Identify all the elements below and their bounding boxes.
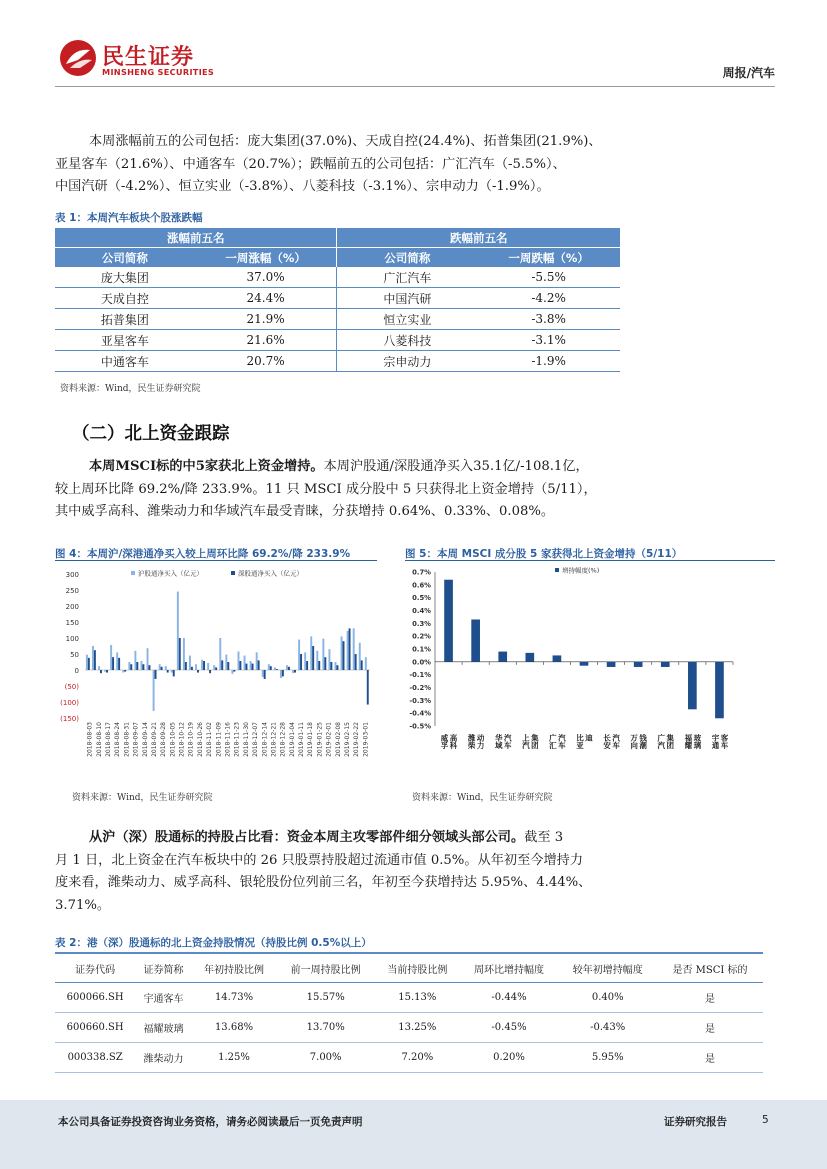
bar-shenzhen bbox=[185, 662, 187, 670]
cell: 宗申动力 bbox=[337, 351, 477, 372]
y-tick-label: (50) bbox=[64, 683, 79, 691]
cell: 20.7% bbox=[195, 351, 337, 372]
para1-line2: 亚星客车（21.6%）、中通客车（20.7%）；跌幅前五的公司包括：广汇汽车（-5.5%）、 bbox=[55, 156, 566, 172]
bar-shanghai bbox=[322, 639, 324, 670]
bar-shanghai bbox=[86, 655, 88, 670]
bar-shanghai bbox=[213, 665, 215, 670]
bar-shenzhen bbox=[221, 660, 223, 670]
bar-shenzhen bbox=[88, 658, 90, 670]
bar-shenzhen bbox=[294, 670, 296, 673]
x-tick-label: 2019-02-01 bbox=[325, 722, 333, 757]
y-tick-label: (150) bbox=[60, 715, 79, 723]
bar-msci-stock bbox=[580, 662, 589, 666]
bar-shanghai bbox=[298, 640, 300, 670]
table2-header: 较年初增持幅度 bbox=[558, 953, 657, 983]
bar-shanghai bbox=[147, 648, 149, 670]
x-tick-label: 汽车 bbox=[557, 734, 567, 749]
page-number: 5 bbox=[762, 1114, 769, 1126]
x-tick-label: 2019-02-22 bbox=[353, 722, 361, 757]
bar-shenzhen bbox=[288, 667, 290, 670]
cell: -0.43% bbox=[558, 1013, 657, 1043]
x-tick-label: 动力 bbox=[476, 734, 486, 749]
bar-shenzhen bbox=[209, 670, 211, 673]
bar-shanghai bbox=[353, 628, 355, 670]
x-tick-label: 2019-01-18 bbox=[307, 722, 315, 757]
bar-shenzhen bbox=[112, 657, 114, 670]
bar-shanghai bbox=[134, 651, 136, 670]
bar-shanghai bbox=[122, 670, 124, 673]
x-tick-label: 迪 bbox=[584, 734, 594, 742]
y-tick-label: 150 bbox=[65, 619, 79, 627]
cell: 5.95% bbox=[558, 1043, 657, 1073]
cell: 恒立实业 bbox=[337, 309, 477, 330]
x-tick-label: 广汽 bbox=[656, 734, 666, 749]
x-tick-label: 2018-10-26 bbox=[196, 722, 204, 757]
cell: 13.25% bbox=[375, 1013, 460, 1043]
fig4-chart bbox=[55, 562, 377, 784]
para3-line1-rest: 截至 3 bbox=[524, 830, 564, 845]
cell: -0.44% bbox=[460, 983, 559, 1013]
cell: 15.57% bbox=[276, 983, 375, 1013]
x-tick-label: 2018-11-09 bbox=[215, 722, 223, 757]
x-tick-label: 集团 bbox=[530, 734, 540, 749]
bar-shenzhen bbox=[173, 670, 175, 676]
bar-shenzhen bbox=[306, 661, 308, 670]
bar-shenzhen bbox=[361, 660, 363, 670]
fig5-chart bbox=[405, 562, 775, 784]
legend-label: 深股通净买入（亿元） bbox=[238, 569, 303, 578]
bar-shenzhen bbox=[100, 670, 102, 673]
para2-bold-lead: 本周MSCI标的中5家获北上资金增持。 bbox=[89, 459, 324, 474]
bar-shanghai bbox=[310, 636, 312, 670]
fig5-source: 资料来源：Wind，民生证券研究院 bbox=[412, 793, 553, 803]
x-tick-label: 2019-02-08 bbox=[334, 722, 342, 757]
bar-shenzhen bbox=[94, 650, 96, 670]
table-row bbox=[55, 309, 620, 330]
table2-header: 前一周持股比例 bbox=[276, 953, 375, 983]
cell: 21.6% bbox=[195, 330, 337, 351]
cell: 是 bbox=[657, 1043, 763, 1073]
para2-line2: 较上周环比降 69.2%/降 233.9%。11 只 MSCI 成分股中 5 只获得北上资金增持（5/11）， bbox=[55, 481, 597, 497]
x-tick-label: 玻璃 bbox=[692, 734, 702, 749]
cell: 7.00% bbox=[276, 1043, 375, 1073]
cell: -4.2% bbox=[477, 288, 620, 309]
para3-line2: 月 1 日，北上资金在汽车板块中的 26 只股票持股超过流通市值 0.5%。从年初至今增持力 bbox=[55, 852, 584, 868]
table-top-movers bbox=[55, 228, 620, 372]
table2-header: 周环比增持幅度 bbox=[460, 953, 559, 983]
cell: 福耀玻璃 bbox=[135, 1013, 191, 1043]
cell: 中国汽研 bbox=[337, 288, 477, 309]
bar-shanghai bbox=[98, 666, 100, 670]
x-tick-label: 汽车 bbox=[503, 734, 513, 749]
para3-line3: 度来看，潍柴动力、威孚高科、银轮股份位列前三名，年初至今获增持达 5.95%、4.44%、 bbox=[55, 875, 592, 890]
bar-shanghai bbox=[116, 652, 118, 670]
bar-shenzhen bbox=[276, 669, 278, 670]
bar-shanghai bbox=[92, 646, 94, 670]
cell: 庞大集团 bbox=[55, 267, 195, 288]
bar-msci-stock bbox=[498, 652, 507, 662]
bar-shenzhen bbox=[197, 670, 199, 673]
bar-shanghai bbox=[238, 651, 240, 670]
x-tick-label: 2018-08-31 bbox=[123, 722, 131, 757]
table-row bbox=[55, 288, 620, 309]
cell: 是 bbox=[657, 1013, 763, 1043]
bar-msci-stock bbox=[444, 580, 453, 662]
bar-shanghai bbox=[250, 661, 252, 670]
bar-shanghai bbox=[335, 662, 337, 670]
y-tick-label: -0.5% bbox=[409, 722, 431, 731]
bar-shanghai bbox=[274, 667, 276, 670]
cell: -0.45% bbox=[460, 1013, 559, 1043]
y-tick-label: -0.4% bbox=[409, 709, 431, 718]
bar-shenzhen bbox=[239, 661, 241, 670]
cell: 13.68% bbox=[192, 1013, 277, 1043]
bar-shanghai bbox=[110, 645, 112, 670]
footer-disclaimer: 本公司具备证券投资咨询业务资格，请务必阅读最后一页免责声明 bbox=[58, 1116, 363, 1128]
bar-shenzhen bbox=[233, 670, 235, 672]
cell: 宇通客车 bbox=[135, 983, 191, 1013]
table1-col-name-up: 公司简称 bbox=[55, 248, 195, 268]
y-tick-label: 300 bbox=[65, 571, 79, 579]
bar-shanghai bbox=[195, 664, 197, 670]
cell: 八菱科技 bbox=[337, 330, 477, 351]
bar-shanghai bbox=[225, 655, 227, 670]
bar-shenzhen bbox=[349, 628, 351, 670]
bar-msci-stock bbox=[525, 653, 534, 662]
y-tick-label: 100 bbox=[65, 635, 79, 643]
bar-shanghai bbox=[262, 670, 264, 677]
x-tick-label: 2018-10-12 bbox=[178, 722, 186, 757]
footer-report-label: 证券研究报告 bbox=[664, 1116, 727, 1128]
table2-header: 当前持股比例 bbox=[375, 953, 460, 983]
bar-shanghai bbox=[159, 664, 161, 670]
x-tick-label: 2018-09-07 bbox=[132, 722, 140, 757]
table1-col-down: 一周跌幅（%） bbox=[477, 248, 620, 268]
cell: 24.4% bbox=[195, 288, 337, 309]
bar-shanghai bbox=[316, 651, 318, 670]
bar-shenzhen bbox=[343, 641, 345, 670]
table-row bbox=[55, 330, 620, 351]
bar-shanghai bbox=[189, 656, 191, 670]
bar-shenzhen bbox=[336, 665, 338, 670]
bar-shanghai bbox=[244, 656, 246, 670]
cell: 0.40% bbox=[558, 983, 657, 1013]
x-tick-label: 万向 bbox=[629, 734, 639, 749]
y-tick-label: 250 bbox=[65, 587, 79, 595]
bar-shenzhen bbox=[179, 638, 181, 670]
table-holdings bbox=[55, 952, 763, 1073]
bar-shanghai bbox=[292, 670, 294, 673]
x-tick-label: 2018-09-21 bbox=[150, 722, 158, 757]
bar-shenzhen bbox=[264, 670, 266, 679]
x-tick-label: 上汽 bbox=[521, 734, 531, 749]
cell: 14.73% bbox=[192, 983, 277, 1013]
fig4-source: 资料来源：Wind，民生证券研究院 bbox=[72, 793, 213, 803]
legend-swatch bbox=[131, 571, 135, 575]
bar-shenzhen bbox=[330, 662, 332, 670]
table-row bbox=[55, 1013, 763, 1043]
bar-shanghai bbox=[177, 592, 179, 670]
bar-shenzhen bbox=[215, 667, 217, 670]
bar-shanghai bbox=[153, 670, 155, 711]
paragraph-top-movers bbox=[55, 131, 775, 199]
table1-col-name-down: 公司简称 bbox=[337, 248, 477, 268]
x-tick-label: 广汇 bbox=[548, 734, 558, 749]
bar-shenzhen bbox=[355, 654, 357, 670]
bar-msci-stock bbox=[607, 662, 616, 667]
bar-msci-stock bbox=[553, 655, 562, 661]
x-tick-label: 华域 bbox=[494, 734, 504, 749]
bar-shanghai bbox=[268, 664, 270, 670]
bar-shanghai bbox=[183, 638, 185, 670]
table2-header: 证券代码 bbox=[55, 953, 135, 983]
table2-header: 是否 MSCI 标的 bbox=[657, 953, 763, 983]
cell: 0.20% bbox=[460, 1043, 559, 1073]
bar-shanghai bbox=[286, 665, 288, 670]
table-row bbox=[55, 267, 620, 288]
x-tick-label: 2019-02-15 bbox=[344, 722, 352, 757]
page-footer bbox=[0, 1100, 827, 1169]
minsheng-logo-icon bbox=[58, 38, 98, 78]
table2-header: 年初持股比例 bbox=[192, 953, 277, 983]
bar-shanghai bbox=[304, 652, 306, 670]
para3-bold-lead: 从沪（深）股通标的持股占比看：资金本周主攻零部件细分领域头部公司。 bbox=[89, 830, 525, 845]
table2-header: 证券简称 bbox=[135, 953, 191, 983]
y-tick-label: 0.4% bbox=[412, 607, 431, 615]
para2-line1-rest: 本周沪股通/深股通净买入35.1亿/-108.1亿， bbox=[323, 459, 589, 474]
cell: 1.25% bbox=[192, 1043, 277, 1073]
bar-msci-stock bbox=[634, 662, 643, 667]
x-tick-label: 2018-08-10 bbox=[95, 722, 103, 757]
x-tick-label: 2018-12-21 bbox=[270, 722, 278, 757]
para1-line1: 本周涨幅前五的公司包括：庞大集团(37.0%)、天成自控(24.4%)、拓普集团(21.9%)、 bbox=[89, 134, 602, 149]
x-tick-label: 2019-01-25 bbox=[316, 722, 324, 757]
bar-shenzhen bbox=[130, 664, 132, 670]
y-tick-label: -0.2% bbox=[409, 684, 431, 692]
bar-shenzhen bbox=[318, 661, 320, 670]
y-tick-label: 0.5% bbox=[412, 594, 431, 603]
bar-shenzhen bbox=[191, 667, 193, 670]
bar-msci-stock bbox=[688, 662, 697, 709]
fig4-caption-rule bbox=[55, 560, 377, 561]
cell: -3.1% bbox=[477, 330, 620, 351]
bar-shanghai bbox=[328, 649, 330, 670]
x-tick-label: 2018-09-14 bbox=[141, 722, 149, 757]
bar-shenzhen bbox=[312, 646, 314, 670]
legend-label: 增持幅度(%) bbox=[562, 566, 600, 575]
x-tick-label: 2018-10-19 bbox=[187, 722, 195, 757]
table-row bbox=[55, 351, 620, 372]
bar-shanghai bbox=[201, 660, 203, 670]
x-tick-label: 长安 bbox=[602, 734, 612, 749]
table-row bbox=[55, 983, 763, 1013]
x-tick-label: 宇通 bbox=[710, 734, 720, 749]
logo-cn-text: 民生证券 bbox=[102, 45, 195, 70]
bar-shenzhen bbox=[142, 664, 144, 670]
legend-swatch bbox=[231, 571, 235, 575]
bar-msci-stock bbox=[715, 662, 724, 718]
bar-shenzhen bbox=[300, 654, 302, 670]
cell: 潍柴动力 bbox=[135, 1043, 191, 1073]
cell: 是 bbox=[657, 983, 763, 1013]
x-tick-label: 集团 bbox=[665, 734, 675, 749]
x-tick-label: 福耀 bbox=[683, 734, 693, 749]
bar-shenzhen bbox=[227, 662, 229, 670]
bar-shenzhen bbox=[155, 670, 157, 679]
para2-line3: 其中威孚高科、潍柴动力和华域汽车最受青睐，分获增持 0.64%、0.33%、0.08%。 bbox=[55, 504, 555, 519]
bar-shenzhen bbox=[106, 670, 108, 673]
legend-swatch bbox=[555, 568, 559, 572]
bar-shenzhen bbox=[258, 660, 260, 670]
cell: 600066.SH bbox=[55, 983, 135, 1013]
cell: 15.13% bbox=[375, 983, 460, 1013]
y-tick-label: 0.2% bbox=[412, 632, 431, 641]
cell: 拓普集团 bbox=[55, 309, 195, 330]
bar-shanghai bbox=[280, 670, 282, 678]
x-tick-label: 2019-01-11 bbox=[298, 722, 306, 757]
bar-shanghai bbox=[365, 657, 367, 670]
x-tick-label: 威孚 bbox=[440, 734, 450, 749]
x-tick-label: 2019-03-01 bbox=[362, 722, 370, 757]
bar-shanghai bbox=[359, 643, 361, 670]
table1-group-down: 跌幅前五名 bbox=[337, 228, 620, 248]
x-tick-label: 潍柴 bbox=[467, 734, 477, 749]
bar-shanghai bbox=[128, 662, 130, 670]
bar-shenzhen bbox=[161, 667, 163, 670]
cell: 亚星客车 bbox=[55, 330, 195, 351]
table-row bbox=[55, 1043, 763, 1073]
bar-shenzhen bbox=[246, 664, 248, 670]
x-tick-label: 客车 bbox=[719, 734, 729, 749]
cell: 天成自控 bbox=[55, 288, 195, 309]
table1-caption: 表 1：本周汽车板块个股涨跌幅 bbox=[55, 212, 203, 224]
table1-source: 资料来源：Wind，民生证券研究院 bbox=[60, 384, 201, 394]
fig5-caption: 图 5：本周 MSCI 成分股 5 家获得北上资金增持（5/11） bbox=[405, 548, 683, 560]
x-tick-label: 比亚 bbox=[575, 734, 585, 749]
brand-logo bbox=[56, 38, 216, 82]
cell: 21.9% bbox=[195, 309, 337, 330]
x-tick-label: 2018-12-07 bbox=[252, 722, 260, 757]
y-tick-label: 200 bbox=[65, 603, 79, 611]
x-tick-label: 2018-11-23 bbox=[233, 722, 241, 757]
paragraph-holdings bbox=[55, 827, 775, 917]
cell: -3.8% bbox=[477, 309, 620, 330]
x-tick-label: 2018-11-30 bbox=[242, 722, 250, 757]
x-tick-label: 2018-12-14 bbox=[261, 722, 269, 757]
bar-shenzhen bbox=[124, 670, 126, 672]
cell: 中通客车 bbox=[55, 351, 195, 372]
table1-col-up: 一周涨幅（%） bbox=[195, 248, 337, 268]
para1-line3: 中国汽研（-4.2%）、恒立实业（-3.8%）、八菱科技（-3.1%）、宗申动力（-1.9%）。 bbox=[55, 179, 550, 194]
header-divider bbox=[55, 86, 775, 87]
x-tick-label: 钱潮 bbox=[638, 734, 648, 749]
x-tick-label: 2018-10-05 bbox=[169, 722, 177, 757]
y-tick-label: 0.7% bbox=[412, 568, 431, 577]
bar-shenzhen bbox=[270, 666, 272, 670]
bar-shenzhen bbox=[136, 662, 138, 670]
x-tick-label: 2018-08-17 bbox=[104, 722, 112, 757]
table2-caption: 表 2：港（深）股通标的北上资金持股情况（持股比例 0.5%以上） bbox=[55, 937, 372, 949]
bar-shanghai bbox=[171, 670, 173, 673]
cell: 600660.SH bbox=[55, 1013, 135, 1043]
x-tick-label: 汽车 bbox=[611, 734, 621, 749]
bar-shanghai bbox=[207, 663, 209, 670]
x-tick-label: 2018-09-28 bbox=[160, 722, 168, 757]
y-tick-label: 0.0% bbox=[412, 658, 431, 667]
cell: 000338.SZ bbox=[55, 1043, 135, 1073]
bar-shenzhen bbox=[324, 657, 326, 670]
para3-line4: 3.71%。 bbox=[55, 897, 111, 913]
bar-shanghai bbox=[219, 638, 221, 670]
bar-shanghai bbox=[165, 666, 167, 670]
bar-shenzhen bbox=[203, 661, 205, 670]
bar-shanghai bbox=[256, 652, 258, 670]
x-tick-label: 2018-12-28 bbox=[279, 722, 287, 757]
cell: 广汇汽车 bbox=[337, 267, 477, 288]
cell: 13.70% bbox=[276, 1013, 375, 1043]
fig4-caption: 图 4：本周沪/深港通净买入较上周环比降 69.2%/降 233.9% bbox=[55, 548, 351, 560]
bar-shanghai bbox=[341, 636, 343, 670]
x-tick-label: 高科 bbox=[449, 734, 459, 749]
fig5-caption-rule bbox=[405, 560, 775, 561]
bar-msci-stock bbox=[471, 619, 480, 661]
x-tick-label: 2018-08-24 bbox=[114, 722, 122, 757]
bar-shenzhen bbox=[167, 670, 169, 673]
x-tick-label: 2018-11-16 bbox=[224, 722, 232, 757]
table1-group-up: 涨幅前五名 bbox=[55, 228, 337, 248]
x-tick-label: 2018-08-03 bbox=[86, 722, 94, 757]
bar-shanghai bbox=[104, 670, 106, 672]
bar-shenzhen bbox=[252, 664, 254, 670]
cell: -5.5% bbox=[477, 267, 620, 288]
bar-shenzhen bbox=[282, 670, 284, 676]
logo-en-text: MINSHENG SECURITIES bbox=[102, 67, 215, 77]
bar-shenzhen bbox=[148, 665, 150, 670]
bar-shenzhen bbox=[367, 670, 369, 705]
paragraph-northbound bbox=[55, 456, 775, 524]
y-tick-label: 0.6% bbox=[412, 581, 431, 590]
y-tick-label: -0.1% bbox=[409, 671, 431, 680]
section-title: （二）北上资金跟踪 bbox=[72, 424, 230, 444]
y-tick-label: 0.1% bbox=[412, 645, 431, 654]
bar-msci-stock bbox=[661, 662, 670, 667]
cell: -1.9% bbox=[477, 351, 620, 372]
legend-label: 沪股通净买入（亿元） bbox=[138, 569, 203, 578]
y-tick-label: (100) bbox=[60, 699, 79, 707]
bar-shenzhen bbox=[118, 658, 120, 670]
bar-shanghai bbox=[140, 661, 142, 670]
y-tick-label: -0.3% bbox=[409, 696, 431, 705]
x-tick-label: 2019-01-04 bbox=[288, 722, 296, 757]
x-tick-label: 2018-11-02 bbox=[206, 722, 214, 757]
header-report-type: 周报/汽车 bbox=[722, 66, 775, 80]
cell: 37.0% bbox=[195, 267, 337, 288]
y-tick-label: 50 bbox=[70, 651, 79, 659]
bar-shanghai bbox=[347, 631, 349, 670]
cell: 7.20% bbox=[375, 1043, 460, 1073]
y-tick-label: 0.3% bbox=[412, 619, 431, 628]
bar-shanghai bbox=[231, 670, 233, 674]
y-tick-label: 0 bbox=[74, 667, 79, 675]
